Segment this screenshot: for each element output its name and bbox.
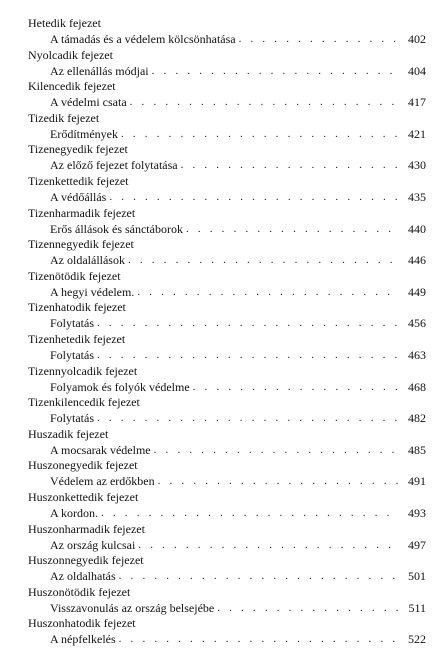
dot-leader	[239, 32, 398, 46]
chapter-heading: Tizenhetedik fejezet	[28, 331, 126, 346]
entry-title: Az oldalhatás	[50, 569, 119, 583]
toc-chapter-11	[0, 142, 448, 174]
toc-chapter-18	[0, 364, 448, 396]
entry-title: A népfelkelés	[50, 632, 119, 646]
page-number: 417	[408, 95, 426, 110]
page-number: 485	[408, 442, 426, 457]
entry-title: A mocsarak védelme	[50, 443, 154, 457]
toc-entry	[50, 442, 426, 457]
dot-leader	[97, 411, 398, 425]
toc-entry	[50, 63, 426, 78]
toc-entry	[50, 410, 426, 425]
entry-title: Visszavonulás az ország belsejébe	[50, 601, 217, 615]
toc-chapter-25	[0, 585, 448, 617]
dot-leader	[101, 506, 398, 520]
toc-entry	[50, 94, 426, 109]
page-number: 446	[408, 253, 426, 268]
page-number: 482	[408, 411, 426, 426]
entry-title: Az ország kulcsai	[50, 538, 138, 552]
toc-entry	[50, 379, 426, 394]
toc-chapter-26	[0, 616, 448, 648]
chapter-heading: Tizenkettedik fejezet	[28, 173, 129, 188]
table-of-contents	[0, 16, 448, 648]
chapter-heading: Huszonnegyedik fejezet	[28, 553, 144, 568]
entry-title: A támadás és a védelem kölcsönhatása	[50, 32, 239, 46]
toc-entry	[50, 568, 426, 583]
chapter-heading: Tizennyolcadik fejezet	[28, 363, 138, 378]
entry-title: Folyamok és folyók védelme	[50, 380, 193, 394]
toc-chapter-12	[0, 174, 448, 206]
dot-leader	[152, 64, 398, 78]
dot-leader	[119, 632, 398, 646]
entry-title: Az ellenállás módjai	[50, 64, 152, 78]
entry-title: A kordon.	[50, 506, 101, 520]
chapter-heading: Huszonötödik fejezet	[28, 584, 131, 599]
entry-title: Az előző fejezet folytatása	[50, 158, 181, 172]
page-number: 468	[408, 379, 426, 394]
page-number: 402	[408, 32, 426, 46]
entry-title: Folytatás	[50, 316, 97, 330]
dot-leader	[128, 253, 398, 267]
dot-leader	[109, 190, 398, 204]
entry-title: Az oldalállások	[50, 253, 128, 267]
toc-entry	[50, 221, 426, 236]
chapter-heading: Tizenhatodik fejezet	[28, 300, 126, 315]
chapter-heading: Tizennegyedik fejezet	[28, 237, 134, 252]
toc-entry	[50, 252, 426, 267]
chapter-heading: Huszonegyedik fejezet	[28, 458, 138, 473]
toc-chapter-7	[0, 16, 448, 48]
page-number: 491	[408, 474, 426, 489]
chapter-heading: Tizenharmadik fejezet	[28, 205, 136, 220]
dot-leader	[121, 127, 398, 141]
dot-leader	[217, 601, 398, 615]
page-number: 501	[408, 569, 426, 584]
toc-chapter-16	[0, 300, 448, 332]
toc-entry	[50, 284, 426, 299]
entry-title: Erős állások és sánctáborok	[50, 222, 186, 236]
page-number: 493	[408, 505, 426, 520]
entry-title: Folytatás	[50, 411, 97, 425]
chapter-heading: Tizedik fejezet	[28, 110, 100, 125]
toc-chapter-22	[0, 490, 448, 522]
toc-chapter-24	[0, 553, 448, 585]
entry-title: A védőállás	[50, 190, 109, 204]
chapter-heading: Huszadik fejezet	[28, 426, 109, 441]
toc-entry	[50, 537, 426, 552]
dot-leader	[193, 380, 398, 394]
dot-leader	[119, 569, 398, 583]
chapter-heading: Huszonharmadik fejezet	[28, 521, 145, 536]
dot-leader	[154, 443, 398, 457]
page-number: 430	[408, 158, 426, 173]
chapter-heading: Tizenegyedik fejezet	[28, 142, 128, 157]
toc-entry	[50, 189, 426, 204]
chapter-heading: Tizenötödik fejezet	[28, 268, 121, 283]
dot-leader	[138, 538, 398, 552]
toc-chapter-9	[0, 79, 448, 111]
toc-entry	[50, 505, 426, 520]
toc-entry	[50, 126, 426, 141]
chapter-heading: Huszonhatodik fejezet	[28, 616, 136, 631]
toc-chapter-20	[0, 427, 448, 459]
dot-leader	[97, 316, 398, 330]
entry-title: Folytatás	[50, 348, 97, 362]
chapter-heading: Huszonkettedik fejezet	[28, 489, 139, 504]
page-number: 421	[408, 126, 426, 141]
toc-chapter-15	[0, 269, 448, 301]
page-number: 522	[408, 632, 426, 647]
toc-chapter-8	[0, 48, 448, 80]
chapter-heading: Tizenkilencedik fejezet	[28, 395, 140, 410]
toc-entry	[50, 347, 426, 362]
toc-chapter-14	[0, 237, 448, 269]
toc-chapter-23	[0, 522, 448, 554]
dot-leader	[186, 222, 398, 236]
toc-chapter-17	[0, 332, 448, 364]
toc-chapter-10	[0, 111, 448, 143]
toc-entry	[50, 600, 426, 615]
entry-title: A védelmi csata	[50, 95, 130, 109]
page-number: 511	[408, 600, 426, 615]
dot-leader	[181, 158, 398, 172]
page-number: 497	[408, 537, 426, 552]
toc-entry	[50, 157, 426, 172]
dot-leader	[137, 285, 398, 299]
page-number: 456	[408, 316, 426, 331]
toc-entry	[50, 315, 426, 330]
page-number: 449	[408, 284, 426, 299]
toc-chapter-21	[0, 458, 448, 490]
chapter-heading: Hetedik fejezet	[28, 16, 101, 30]
entry-title: Védelem az erdőkben	[50, 474, 158, 488]
entry-title: A hegyi védelem.	[50, 285, 137, 299]
chapter-heading: Kilencedik fejezet	[28, 79, 116, 94]
toc-entry	[50, 473, 426, 488]
toc-entry	[50, 631, 426, 646]
dot-leader	[158, 474, 398, 488]
chapter-heading: Nyolcadik fejezet	[28, 47, 113, 62]
toc-entry	[50, 31, 426, 46]
page-number: 404	[408, 63, 426, 78]
toc-chapter-19	[0, 395, 448, 427]
entry-title: Erődítmények	[50, 127, 121, 141]
dot-leader	[130, 95, 398, 109]
page-number: 440	[408, 221, 426, 236]
page-number: 435	[408, 189, 426, 204]
toc-chapter-13	[0, 206, 448, 238]
page-number: 463	[408, 347, 426, 362]
dot-leader	[97, 348, 398, 362]
